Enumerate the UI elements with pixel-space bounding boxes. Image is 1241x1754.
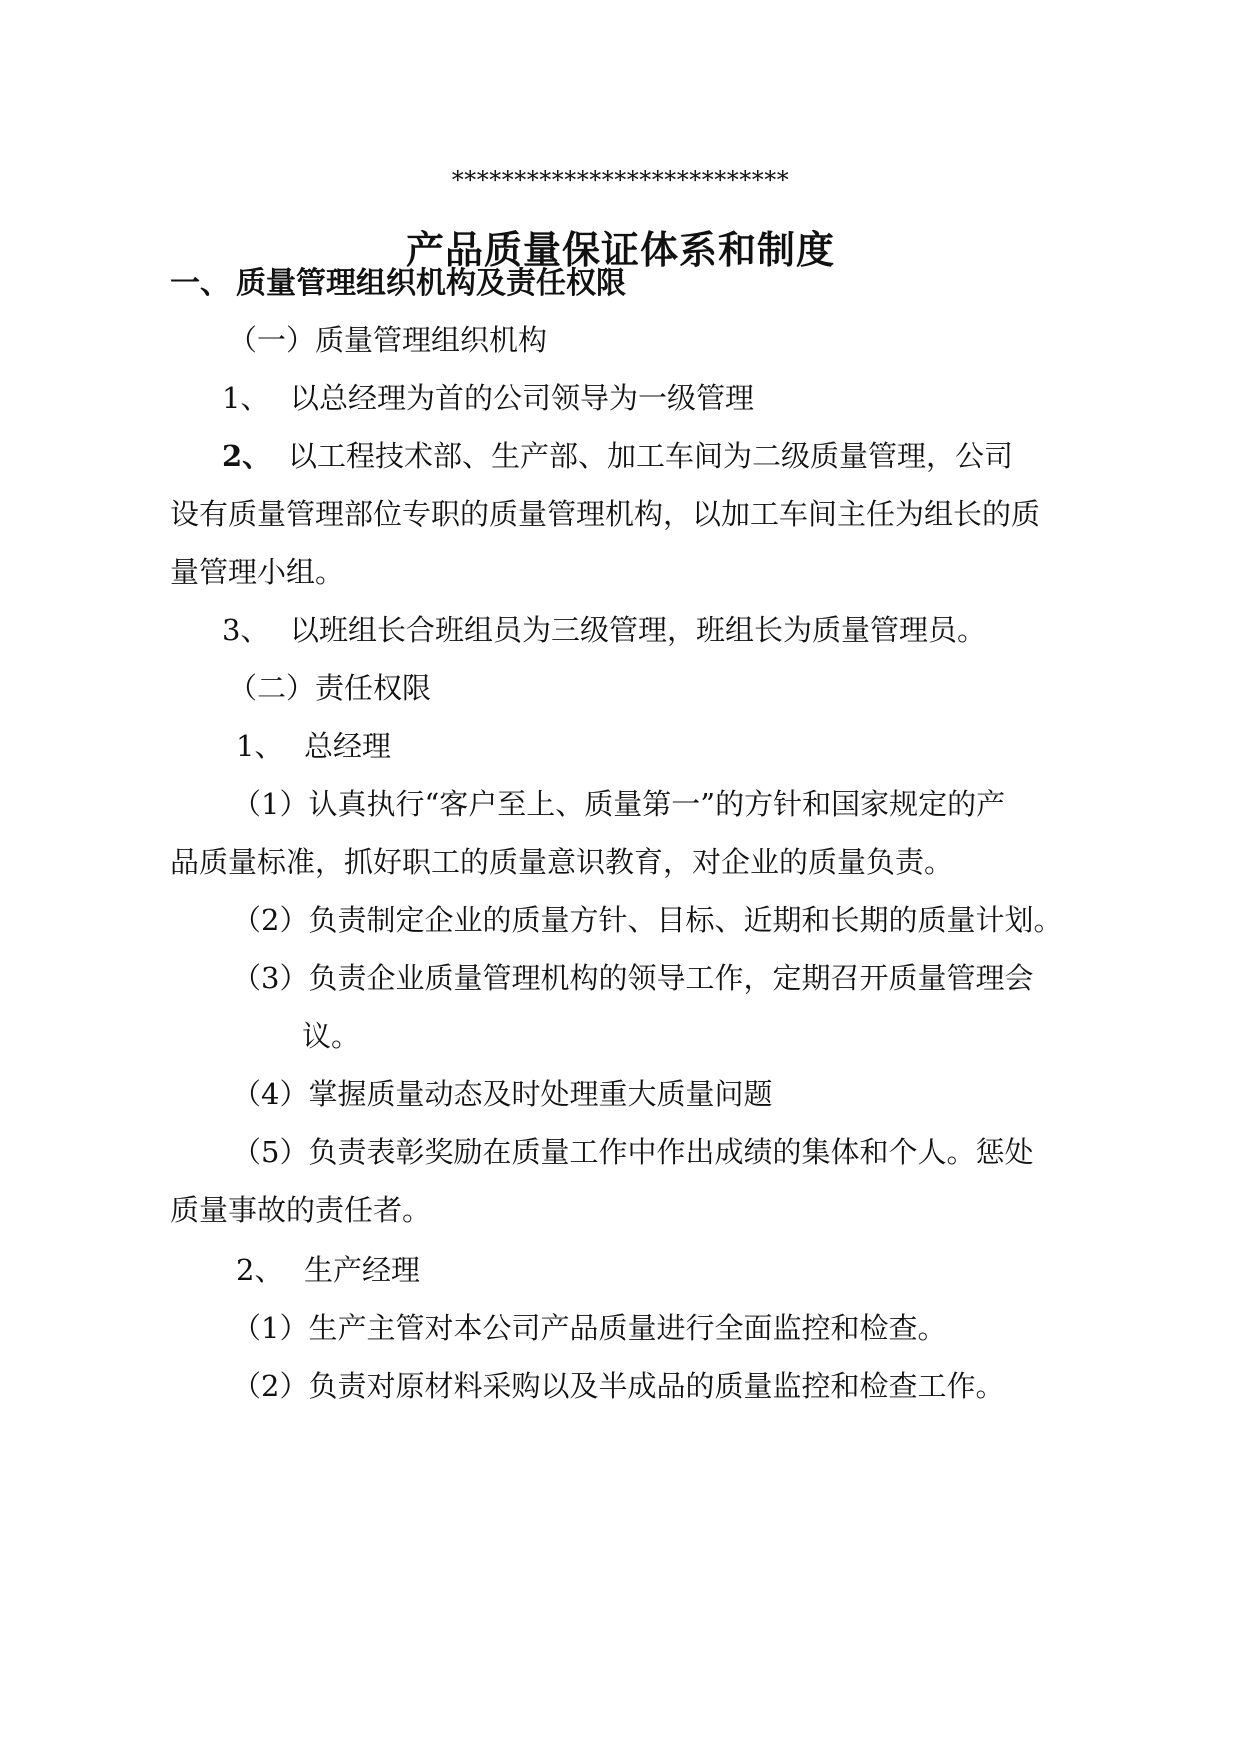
duty-item: （4）掌握质量动态及时处理重大质量问题	[232, 1077, 773, 1111]
paragraph-line: 设有质量管理部位专职的质量管理机构，以加工车间主任为组长的质	[170, 497, 1041, 531]
paragraph-line: 量管理小组。	[170, 555, 345, 589]
duty-item: （5）负责表彰奖励在质量工作中作出成绩的集体和个人。惩处	[232, 1135, 1034, 1169]
role-heading-production-manager	[236, 1250, 420, 1290]
list-item-3	[222, 610, 986, 650]
list-item-text: 以工程技术部、生产部、加工车间为二级质量管理，公司	[288, 439, 1014, 473]
duty-item: （1）认真执行“客户至上、质量第一”的方针和国家规定的产	[232, 787, 1006, 821]
subsection-heading-2: （二）责任权限	[228, 671, 432, 705]
section-heading-text: 质量管理组织机构及责任权限	[236, 266, 626, 301]
list-item-number: 2、	[222, 439, 272, 473]
duty-item: （1）生产主管对本公司产品质量进行全面监控和检查。	[232, 1311, 947, 1345]
decorative-star-line: ***************************	[451, 166, 790, 194]
section-number: 一、	[170, 266, 230, 301]
paragraph-line: 议。	[302, 1019, 361, 1053]
role-title: 总经理	[304, 729, 392, 763]
role-heading-general-manager	[236, 726, 391, 766]
list-item-number: 3、	[222, 613, 270, 647]
paragraph-line: 质量事故的责任者。	[170, 1193, 432, 1227]
duty-item: （2）负责对原材料采购以及半成品的质量监控和检查工作。	[232, 1369, 1005, 1403]
list-item-number: 1、	[222, 381, 270, 415]
list-item-text: 以总经理为首的公司领导为一级管理	[290, 381, 755, 415]
duty-item: （2）负责制定企业的质量方针、目标、近期和长期的质量计划。	[232, 903, 1063, 937]
document-title: 产品质量保证体系和制度	[405, 227, 835, 272]
list-item-text: 以班组长合班组员为三级管理，班组长为质量管理员。	[290, 613, 987, 647]
paragraph-line: 品质量标准，抓好职工的质量意识教育，对企业的质量负责。	[170, 845, 954, 879]
subsection-heading-1: （一）质量管理组织机构	[228, 323, 548, 357]
duty-item: （3）负责企业质量管理机构的领导工作，定期召开质量管理会	[232, 961, 1034, 995]
list-item-2	[222, 436, 1013, 476]
role-number: 2、	[236, 1253, 284, 1287]
role-number: 1、	[236, 729, 284, 763]
section-heading-1	[170, 264, 626, 304]
list-item-1	[222, 378, 754, 418]
role-title: 生产经理	[304, 1253, 421, 1287]
